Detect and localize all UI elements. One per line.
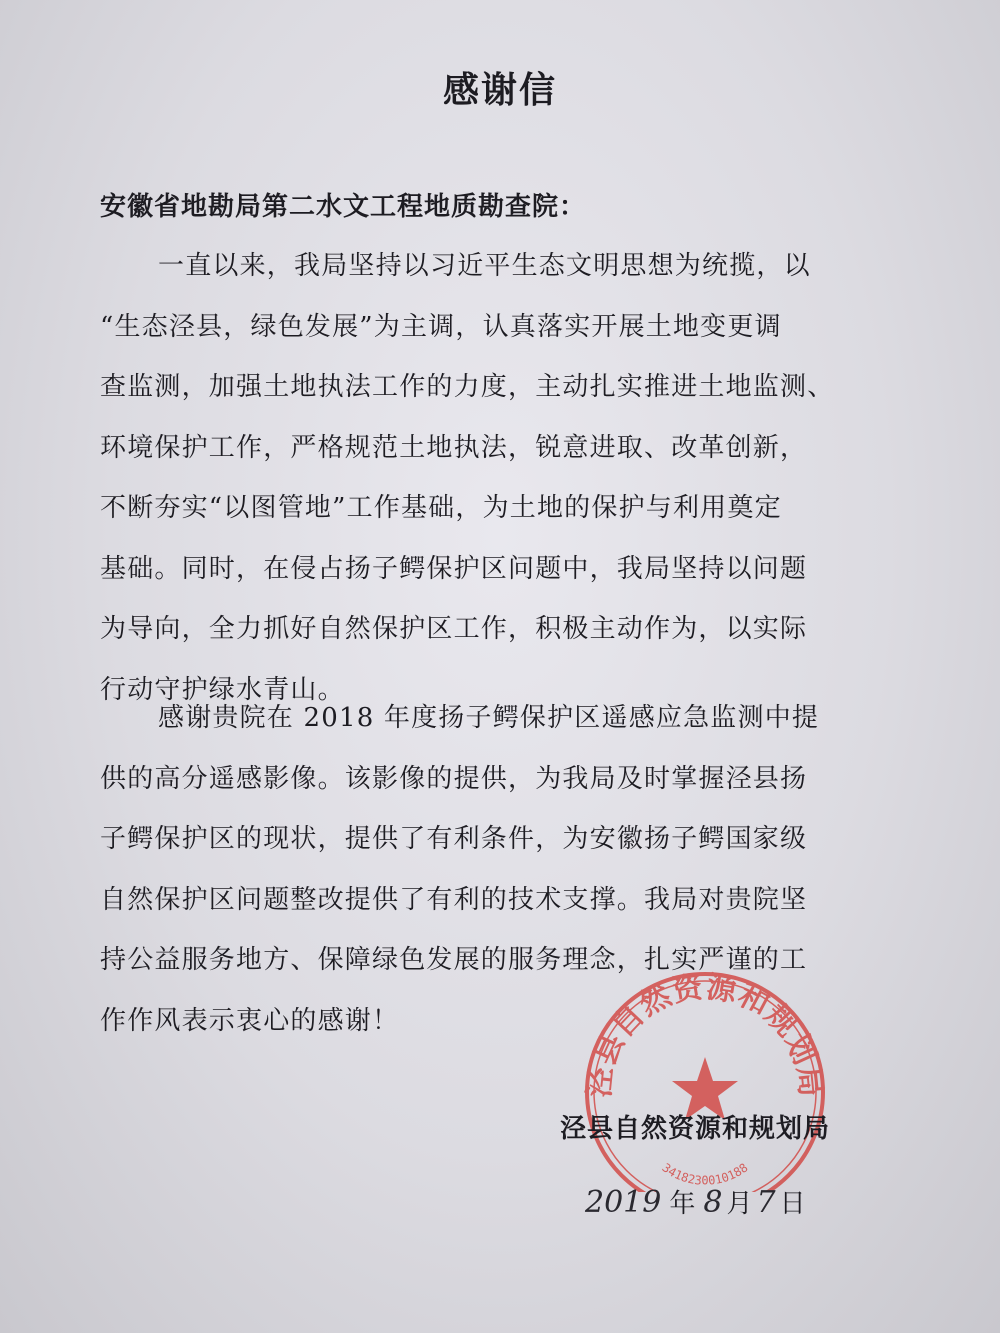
date-year: 2019 bbox=[585, 1185, 662, 1220]
paragraph-line: 行动守护绿水青山。 bbox=[100, 674, 345, 705]
paragraph-line: 为导向，全力抓好自然保护区工作，积极主动作为，以实际 bbox=[100, 614, 808, 644]
official-seal bbox=[560, 962, 850, 1192]
seal-code: 3418230010188 bbox=[659, 1160, 751, 1188]
paragraph-line: “生态泾县，绿色发展”为主调，认真落实开展土地变更调 bbox=[100, 311, 782, 342]
seal-text: 泾县自然资源和规划局 bbox=[582, 969, 828, 1100]
paragraph-line: 查监测，加强土地执法工作的力度，主动扎实推进土地监测、 bbox=[100, 372, 835, 402]
paragraph-line: 持公益服务地方、保障绿色发展的服务理念，扎实严谨的工 bbox=[100, 945, 808, 975]
paragraph-line: 作作风表示衷心的感谢！ bbox=[100, 1005, 400, 1036]
paragraph-1 bbox=[100, 236, 900, 720]
salutation: 安徽省地勘局第二水文工程地质勘查院： bbox=[100, 192, 587, 222]
date-month-unit: 月 bbox=[726, 1189, 753, 1219]
paragraph-line: 不断夯实“以图管地”工作基础，为土地的保护与利用奠定 bbox=[100, 493, 782, 523]
paragraph-line: 一直以来，我局坚持以习近平生态文明思想为统揽，以 bbox=[158, 251, 811, 281]
signature-organization: 泾县自然资源和规划局 bbox=[560, 1114, 831, 1144]
paragraph-line: 自然保护区问题整改提供了有利的技术支撑。我局对贵院坚 bbox=[100, 884, 808, 915]
paragraph-line: 基础。同时，在侵占扬子鳄保护区问题中，我局坚持以问题 bbox=[100, 553, 808, 584]
paragraph-line: 环境保护工作，严格规范土地执法，锐意进取、改革创新， bbox=[100, 432, 808, 463]
date-month: 8 bbox=[703, 1185, 723, 1220]
paragraph-line: 供的高分遥感影像。该影像的提供，为我局及时掌握泾县扬 bbox=[100, 763, 808, 794]
date-year-unit: 年 bbox=[669, 1189, 696, 1219]
paragraph-line: 子鳄保护区的现状，提供了有利条件，为安徽扬子鳄国家级 bbox=[100, 824, 808, 854]
date-day-unit: 日 bbox=[779, 1189, 806, 1219]
date-day: 7 bbox=[756, 1185, 776, 1220]
signature-date bbox=[585, 1160, 810, 1220]
letter-title: 感谢信 bbox=[442, 70, 557, 111]
paragraph-line: 感谢贵院在 2018 年度扬子鳄保护区遥感应急监测中提 bbox=[158, 703, 820, 733]
